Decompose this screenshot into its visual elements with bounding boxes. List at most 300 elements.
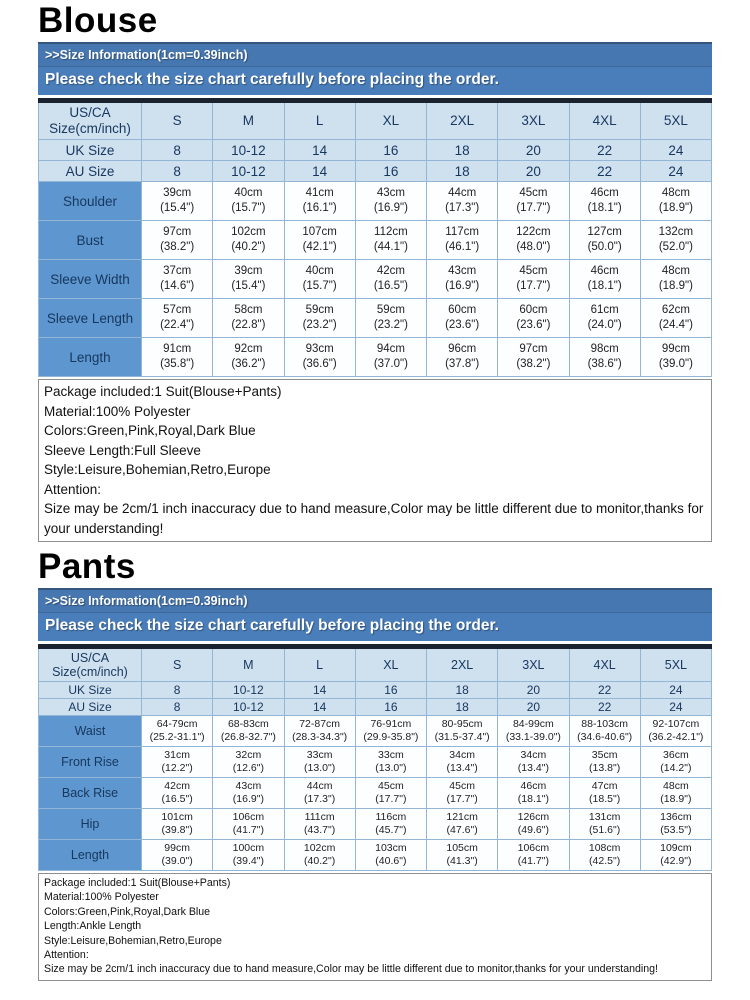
measurement-cell (640, 260, 711, 299)
measurement-row (39, 221, 712, 260)
measurement-inch: (49.6") (517, 824, 549, 836)
size-value-cell: 18 (427, 161, 498, 182)
measurement-cm: 97cm (163, 226, 192, 238)
measurement-cm: 41cm (305, 187, 334, 199)
measurement-cell (213, 260, 284, 299)
measurement-cell (427, 299, 498, 338)
measurement-cell (284, 840, 355, 871)
measurement-cm: 33cm (378, 749, 404, 761)
info-line: Material:100% Polyester (44, 403, 191, 419)
measurement-cm: 58cm (234, 304, 263, 316)
measurement-cell (284, 260, 355, 299)
measurement-inch: (15.7") (302, 280, 337, 292)
measurement-inch: (35.8") (160, 358, 195, 370)
size-value-cell: 22 (569, 699, 640, 716)
measurement-label: Waist (39, 716, 142, 747)
measurement-inch: (36.2") (231, 358, 266, 370)
measurement-cell (142, 778, 213, 809)
measurement-cm: 60cm (519, 304, 548, 316)
measurement-cell (640, 716, 711, 747)
measurement-cm: 43cm (376, 187, 405, 199)
measurement-cm: 35cm (591, 749, 618, 761)
measurement-inch: (41.7") (517, 855, 549, 867)
measurement-cell (569, 299, 640, 338)
measurement-cm: 39cm (234, 265, 263, 277)
size-value-cell: 18 (427, 699, 498, 716)
measurement-cm: 96cm (448, 343, 477, 355)
measurement-inch: (46.1") (445, 241, 480, 253)
measurement-cm: 48cm (661, 187, 690, 199)
size-value-cell: 20 (498, 682, 569, 699)
measurement-inch: (45.7") (375, 824, 407, 836)
measurement-cell (427, 182, 498, 221)
measurement-inch: (48.0") (516, 241, 551, 253)
measurement-cell (213, 778, 284, 809)
measurement-cm: 106cm (517, 842, 550, 854)
measurement-cell (569, 809, 640, 840)
measurement-row (39, 182, 712, 221)
measurement-cell (569, 747, 640, 778)
measurement-inch: (13.0") (304, 762, 336, 774)
measurement-inch: (53.5") (660, 824, 692, 836)
measurement-cm: 116cm (375, 811, 407, 823)
measurement-cm: 45cm (449, 780, 475, 792)
size-value-cell: 24 (640, 682, 711, 699)
measurement-cm: 62cm (661, 304, 690, 316)
measurement-inch: (31.5-37.4") (434, 731, 490, 743)
measurement-inch: (29.9-35.8") (363, 731, 419, 743)
measurement-cell (640, 338, 711, 377)
measurement-cell (284, 338, 355, 377)
measurement-cm: 102cm (303, 842, 336, 854)
measurement-inch: (22.8") (231, 319, 266, 331)
section-title-pants: Pants (38, 547, 136, 586)
measurement-inch: (15.7") (231, 202, 266, 214)
measurement-inch: (16.5") (161, 793, 193, 805)
measurement-cell (213, 338, 284, 377)
size-value-cell: 14 (284, 682, 355, 699)
measurement-label: Front Rise (39, 747, 142, 778)
measurement-inch: (28.3-34.3") (292, 731, 348, 743)
pants-product-info-box (38, 873, 712, 981)
size-header-cell: 2XL (427, 101, 498, 140)
measurement-cell (427, 778, 498, 809)
measurement-inch: (16.9") (445, 280, 480, 292)
measurement-cm: 108cm (588, 842, 621, 854)
measurement-cm: 44cm (306, 780, 333, 792)
measurement-inch: (40.2") (304, 855, 336, 867)
measurement-inch: (33.1-39.0") (505, 731, 561, 743)
measurement-cm: 48cm (661, 265, 690, 277)
size-header-cell: 5XL (640, 101, 711, 140)
measurement-cm: 42cm (164, 780, 190, 792)
measurement-cell (640, 299, 711, 338)
measurement-inch: (41.7") (232, 824, 264, 836)
measurement-inch: (44.1") (373, 241, 408, 253)
measurement-cm: 46cm (590, 265, 619, 277)
check-chart-warning: Please check the size chart carefully before placing the order. (45, 71, 499, 88)
measurement-row (39, 299, 712, 338)
size-value-cell: 22 (569, 161, 640, 182)
measurement-inch: (14.2") (660, 762, 692, 774)
blouse-product-info-box (38, 379, 712, 542)
info-line: Colors:Green,Pink,Royal,Dark Blue (44, 423, 256, 438)
measurement-cell (640, 809, 711, 840)
measurement-cm: 60cm (448, 304, 477, 316)
measurement-cm: 43cm (235, 780, 262, 792)
measurement-inch: (17.7") (516, 202, 551, 214)
measurement-cell (284, 809, 355, 840)
measurement-cm: 99cm (164, 842, 190, 854)
measurement-cell (284, 747, 355, 778)
measurement-inch: (18.9") (658, 280, 693, 292)
measurement-cell (142, 716, 213, 747)
info-line: Style:Leisure,Bohemian,Retro,Europe (44, 934, 222, 947)
size-value-cell: 8 (142, 682, 213, 699)
measurement-cell (355, 299, 426, 338)
size-info-banner (38, 588, 712, 641)
measurement-inch: (23.6") (445, 319, 480, 331)
au-size-row (39, 699, 712, 716)
measurement-cm: 98cm (590, 343, 619, 355)
measurement-inch: (14.6") (160, 280, 195, 292)
measurement-cm: 34cm (449, 749, 475, 761)
info-line: Package included:1 Suit(Blouse+Pants) (44, 384, 282, 399)
info-line: Size may be 2cm/1 inch inaccuracy due to hand measure,Color may be little different due to monitor,thanks for your understanding! (44, 501, 704, 536)
measurement-cm: 31cm (164, 749, 190, 761)
measurement-cm: 97cm (519, 343, 548, 355)
measurement-inch: (17.7") (446, 793, 478, 805)
size-information-note: >>Size Information(1cm=0.39inch) (38, 44, 712, 67)
size-header-cell: XL (355, 101, 426, 140)
info-line: Style:Leisure,Bohemian,Retro,Europe (44, 462, 271, 477)
measurement-cm: 33cm (306, 749, 333, 761)
measurement-cm: 127cm (587, 226, 622, 238)
measurement-cell (142, 338, 213, 377)
measurement-inch: (37.8") (445, 358, 480, 370)
measurement-cell (355, 221, 426, 260)
measurement-inch: (38.2") (516, 358, 551, 370)
measurement-cm: 131cm (588, 811, 621, 823)
measurement-label: Sleeve Length (39, 299, 142, 338)
measurement-cell (213, 840, 284, 871)
measurement-cell (640, 747, 711, 778)
uk-size-row (39, 682, 712, 699)
measurement-cell (355, 840, 426, 871)
measurement-cell (284, 182, 355, 221)
measurement-cell (498, 338, 569, 377)
row-label: UK Size (39, 682, 142, 699)
size-header-cell: S (142, 647, 213, 682)
uk-size-row (39, 140, 712, 161)
measurement-cm: 136cm (660, 811, 692, 823)
measurement-inch: (13.0") (375, 762, 407, 774)
measurement-cm: 132cm (658, 226, 694, 238)
measurement-inch: (17.3") (304, 793, 336, 805)
measurement-inch: (18.5") (589, 793, 621, 805)
measurement-inch: (42.9") (660, 855, 692, 867)
measurement-cm: 72-87cm (299, 718, 341, 730)
measurement-cell (427, 747, 498, 778)
measurement-inch: (18.1") (587, 202, 622, 214)
measurement-cell (355, 716, 426, 747)
size-value-cell: 22 (569, 682, 640, 699)
measurement-row (39, 747, 712, 778)
measurement-cm: 109cm (660, 842, 692, 854)
measurement-row (39, 260, 712, 299)
measurement-inch: (36.6") (302, 358, 337, 370)
measurement-cm: 105cm (446, 842, 478, 854)
measurement-cm: 84-99cm (512, 718, 554, 730)
pants-section (38, 546, 712, 981)
measurement-cell (142, 260, 213, 299)
row-label: UK Size (39, 140, 142, 161)
measurement-cm: 48cm (663, 780, 689, 792)
measurement-cm: 92cm (234, 343, 263, 355)
measurement-inch: (39.0") (658, 358, 693, 370)
measurement-cell (498, 182, 569, 221)
size-value-cell: 16 (355, 161, 426, 182)
measurement-cell (213, 747, 284, 778)
measurement-inch: (25.2-31.1") (149, 731, 205, 743)
measurement-cm: 107cm (302, 226, 337, 238)
measurement-cm: 37cm (163, 265, 192, 277)
measurement-inch: (24.4") (658, 319, 693, 331)
measurement-row (39, 778, 712, 809)
check-chart-warning: Please check the size chart carefully before placing the order. (45, 617, 499, 634)
size-value-cell: 22 (569, 140, 640, 161)
measurement-inch: (18.9") (658, 202, 693, 214)
measurement-cell (498, 778, 569, 809)
measurement-inch: (42.5") (589, 855, 621, 867)
measurement-inch: (36.2-42.1") (648, 731, 704, 743)
measurement-cell (498, 747, 569, 778)
measurement-cm: 40cm (234, 187, 263, 199)
measurement-cell (498, 716, 569, 747)
measurement-cm: 101cm (161, 811, 193, 823)
measurement-inch: (16.9") (373, 202, 408, 214)
measurement-row (39, 716, 712, 747)
size-header-cell: 3XL (498, 647, 569, 682)
size-value-cell: 18 (427, 140, 498, 161)
measurement-cm: 102cm (231, 226, 266, 238)
measurement-inch: (26.8-32.7") (220, 731, 276, 743)
measurement-cm: 44cm (448, 187, 477, 199)
au-size-row (39, 161, 712, 182)
info-line: Package included:1 Suit(Blouse+Pants) (44, 877, 231, 889)
measurement-cm: 61cm (590, 304, 619, 316)
size-header-cell: M (213, 647, 284, 682)
measurement-inch: (23.6") (516, 319, 551, 331)
measurement-cell (640, 778, 711, 809)
measurement-cell (569, 260, 640, 299)
size-value-cell: 14 (284, 140, 355, 161)
measurement-cm: 43cm (448, 265, 477, 277)
measurement-inch: (17.7") (516, 280, 551, 292)
size-value-cell: 10-12 (213, 140, 284, 161)
measurement-cell (355, 747, 426, 778)
measurement-cell (640, 221, 711, 260)
measurement-cell (213, 182, 284, 221)
measurement-cm: 59cm (305, 304, 334, 316)
measurement-cell (284, 716, 355, 747)
measurement-cm: 92-107cm (652, 718, 700, 730)
measurement-inch: (13.4") (446, 762, 478, 774)
measurement-cell (498, 299, 569, 338)
size-value-cell: 16 (355, 699, 426, 716)
measurement-cm: 88-103cm (581, 718, 628, 730)
measurement-cm: 42cm (376, 265, 405, 277)
measurement-cell (498, 840, 569, 871)
measurement-inch: (38.2") (160, 241, 195, 253)
measurement-inch: (12.6") (232, 762, 264, 774)
measurement-inch: (40.2") (231, 241, 266, 253)
info-line: Attention: (44, 481, 102, 497)
measurement-inch: (47.6") (446, 824, 478, 836)
measurement-cm: 46cm (590, 187, 619, 199)
size-info-banner (38, 42, 712, 95)
measurement-cm: 36cm (663, 749, 689, 761)
size-value-cell: 14 (284, 699, 355, 716)
measurement-inch: (16.9") (232, 793, 264, 805)
size-value-cell: 8 (142, 140, 213, 161)
measurement-inch: (23.2") (373, 319, 408, 331)
measurement-row (39, 338, 712, 377)
size-value-cell: 24 (640, 140, 711, 161)
measurement-inch: (34.6-40.6") (577, 731, 633, 743)
measurement-inch: (13.4") (517, 762, 549, 774)
size-header-cell: L (284, 647, 355, 682)
size-value-cell: 8 (142, 699, 213, 716)
measurement-cell (427, 338, 498, 377)
measurement-inch: (13.8") (589, 762, 621, 774)
measurement-cell (355, 338, 426, 377)
measurement-inch: (18.1") (587, 280, 622, 292)
size-value-cell: 16 (355, 682, 426, 699)
size-header-cell: 3XL (498, 101, 569, 140)
measurement-inch: (39.0") (161, 855, 193, 867)
measurement-cell (213, 299, 284, 338)
measurement-cm: 91cm (163, 343, 192, 355)
blouse-section (38, 0, 712, 542)
size-header-cell: M (213, 101, 284, 140)
measurement-cell (284, 299, 355, 338)
measurement-cell (569, 182, 640, 221)
size-header-cell: S (142, 101, 213, 140)
measurement-inch: (39.4") (232, 855, 264, 867)
measurement-cell (569, 338, 640, 377)
measurement-cell (498, 809, 569, 840)
size-header-cell: XL (355, 647, 426, 682)
measurement-cell (498, 260, 569, 299)
measurement-inch: (15.4") (160, 202, 195, 214)
size-header-cell: L (284, 101, 355, 140)
measurement-cm: 117cm (445, 226, 479, 238)
measurement-cm: 93cm (305, 343, 334, 355)
info-line: Size may be 2cm/1 inch inaccuracy due to hand measure,Color may be little different due to monitor,thanks for your understanding! (44, 963, 658, 976)
measurement-inch: (41.3") (446, 855, 478, 867)
measurement-cell (213, 221, 284, 260)
measurement-cell (142, 747, 213, 778)
info-line: Attention: (44, 949, 89, 962)
measurement-inch: (16.5") (373, 280, 408, 292)
measurement-cell (284, 221, 355, 260)
measurement-label: Length (39, 338, 142, 377)
measurement-inch: (50.0") (587, 241, 622, 253)
measurement-cell (355, 182, 426, 221)
measurement-label: Hip (39, 809, 142, 840)
measurement-cell (142, 299, 213, 338)
pants-size-table (38, 644, 712, 871)
measurement-cm: 103cm (375, 842, 407, 854)
measurement-cell (640, 182, 711, 221)
measurement-cm: 112cm (374, 226, 408, 238)
measurement-cell (142, 221, 213, 260)
measurement-cm: 122cm (516, 226, 551, 238)
measurement-cell (213, 716, 284, 747)
measurement-inch: (18.9") (660, 793, 692, 805)
size-header-cell: 4XL (569, 101, 640, 140)
measurement-inch: (38.6") (587, 358, 622, 370)
size-header-cell: 2XL (427, 647, 498, 682)
measurement-cm: 32cm (235, 749, 262, 761)
measurement-cm: 126cm (517, 811, 550, 823)
measurement-cm: 80-95cm (441, 718, 483, 730)
info-line: Sleeve Length:Full Sleeve (44, 442, 201, 458)
measurement-label: Shoulder (39, 182, 142, 221)
measurement-inch: (42.1") (302, 241, 337, 253)
measurement-cell (142, 182, 213, 221)
measurement-cm: 39cm (163, 187, 192, 199)
row-label: AU Size (39, 699, 142, 716)
measurement-cell (142, 809, 213, 840)
measurement-inch: (12.2") (161, 762, 193, 774)
measurement-cell (427, 221, 498, 260)
measurement-cm: 40cm (305, 265, 334, 277)
size-value-cell: 18 (427, 682, 498, 699)
measurement-cm: 47cm (591, 780, 618, 792)
size-value-cell: 8 (142, 161, 213, 182)
measurement-row (39, 809, 712, 840)
measurement-cm: 45cm (519, 187, 548, 199)
size-value-cell: 10-12 (213, 682, 284, 699)
measurement-inch: (37.0") (373, 358, 408, 370)
size-value-cell: 10-12 (213, 161, 284, 182)
info-line: Length:Ankle Length (44, 920, 142, 933)
measurement-cm: 100cm (232, 842, 265, 854)
measurement-row (39, 840, 712, 871)
corner-header: US/CA Size(cm/inch) (39, 647, 142, 682)
row-label: AU Size (39, 161, 142, 182)
measurement-cell (498, 221, 569, 260)
measurement-cell (284, 778, 355, 809)
measurement-label: Bust (39, 221, 142, 260)
measurement-cell (427, 809, 498, 840)
measurement-inch: (40.6") (375, 855, 407, 867)
size-value-cell: 24 (640, 161, 711, 182)
size-header-row (39, 647, 712, 682)
corner-header: US/CA Size(cm/inch) (39, 101, 142, 140)
measurement-inch: (17.7") (375, 793, 407, 805)
size-information-note: >>Size Information(1cm=0.39inch) (38, 590, 712, 613)
size-value-cell: 10-12 (213, 699, 284, 716)
measurement-cell (427, 840, 498, 871)
measurement-cell (427, 716, 498, 747)
measurement-label: Sleeve Width (39, 260, 142, 299)
measurement-cm: 57cm (163, 304, 192, 316)
measurement-inch: (52.0") (658, 241, 693, 253)
measurement-cell (213, 809, 284, 840)
